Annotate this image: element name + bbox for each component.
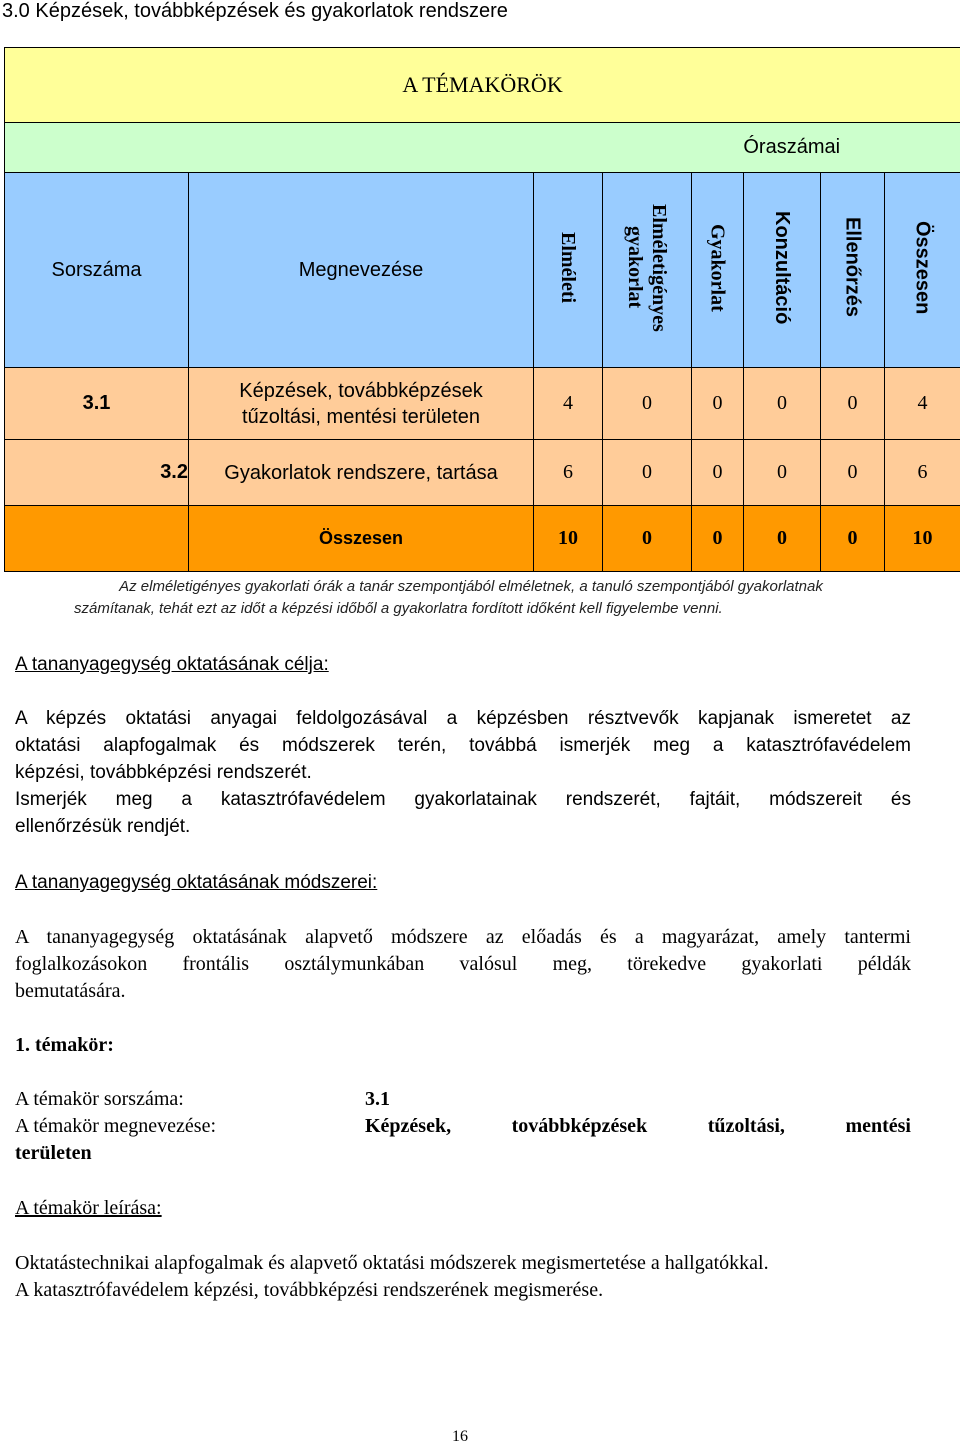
col-header-theory-practice xyxy=(603,173,692,368)
total-theory-practice: 0 xyxy=(603,506,692,572)
topic-number-value: 3.1 xyxy=(365,1086,390,1113)
table-title: A TÉMAKÖRÖK xyxy=(5,48,960,123)
goal-heading xyxy=(15,651,911,678)
row-name-line2: tűzoltási, mentési területen xyxy=(242,406,480,428)
col-header-check xyxy=(821,173,885,368)
methods-heading xyxy=(15,869,911,896)
topic-name-value-line2: területen xyxy=(15,1140,911,1167)
cell-check: 0 xyxy=(821,440,885,506)
goal-p1-line3: képzési, továbbképzési rendszerét. xyxy=(15,759,911,786)
col-header-number: Sorszáma xyxy=(5,173,189,368)
col-header-total-label: Összesen xyxy=(911,221,935,314)
cell-total: 6 xyxy=(885,440,960,506)
topic-desc-line2: A katasztrófavédelem képzési, továbbképzési rendszerének megismerése. xyxy=(15,1277,911,1304)
total-theory: 10 xyxy=(534,506,603,572)
total-practice: 0 xyxy=(692,506,744,572)
col-header-theory-practice-label xyxy=(623,204,671,332)
col-header-theory xyxy=(534,173,603,368)
methods-line3: bemutatására. xyxy=(15,978,911,1005)
cell-practice: 0 xyxy=(692,368,744,440)
total-check: 0 xyxy=(821,506,885,572)
goal-p2-line2: ellenőrzésük rendjét. xyxy=(15,813,911,840)
cell-theory-practice: 0 xyxy=(603,440,692,506)
topic-desc-line1: Oktatástechnikai alapfogalmak és alapvető oktatási módszerek megismertetése a hallgatókkal. xyxy=(15,1250,911,1277)
col-header-name: Megnevezése xyxy=(189,173,534,368)
row-number: 3.2 xyxy=(5,440,189,506)
cell-theory: 6 xyxy=(534,440,603,506)
methods-line1: A tananyagegység oktatásának alapvető módszere az előadás és a magyarázat, amely tantermi xyxy=(15,924,911,951)
row-number: 3.1 xyxy=(5,368,189,440)
goal-p1-line2: oktatási alapfogalmak és módszerek terén, továbbá ismerjék meg a katasztrófavédelem xyxy=(15,732,911,759)
total-spacer xyxy=(5,506,189,572)
col-header-consultation-label: Konzultáció xyxy=(770,211,794,324)
col-header-theory-practice-line1: Elméletigényes xyxy=(648,204,670,332)
cell-consultation: 0 xyxy=(744,368,821,440)
topic-number-label: A témakör sorszáma: xyxy=(15,1088,184,1110)
total-consultation: 0 xyxy=(744,506,821,572)
table-row xyxy=(5,368,960,440)
total-total: 10 xyxy=(885,506,960,572)
col-header-check-label: Ellenőrzés xyxy=(841,217,865,317)
goal-p1-line1: A képzés oktatási anyagai feldolgozásával a képzésben résztvevők kapjanak ismeretet az xyxy=(15,705,911,732)
hours-header: Óraszámai xyxy=(534,123,960,173)
topic-desc-heading-text: A témakör leírása: xyxy=(15,1197,162,1219)
col-header-theory-practice-line2: gyakorlat xyxy=(624,226,646,308)
total-label: Összesen xyxy=(189,506,534,572)
topics-table xyxy=(4,47,960,572)
methods-heading-text: A tananyagegység oktatásának módszerei: xyxy=(15,872,377,893)
table-row xyxy=(5,440,960,506)
goal-heading-text: A tananyagegység oktatásának célja: xyxy=(15,654,329,675)
col-header-practice-label: Gyakorlat xyxy=(706,224,730,312)
col-header-consultation xyxy=(744,173,821,368)
cell-total: 4 xyxy=(885,368,960,440)
methods-paragraph xyxy=(15,924,911,1005)
cell-check: 0 xyxy=(821,368,885,440)
note-line1: Az elméletigényes gyakorlati órák a tanár szempontjából elméletnek, a tanuló szempontjából gyakorlatnak xyxy=(16,576,926,598)
topic-desc-heading xyxy=(15,1195,911,1222)
row-name-line1: Képzések, továbbképzések xyxy=(239,380,483,402)
table-header-spacer xyxy=(5,123,534,173)
cell-practice: 0 xyxy=(692,440,744,506)
cell-consultation: 0 xyxy=(744,440,821,506)
topic-number-row xyxy=(15,1086,911,1113)
topic-description xyxy=(15,1250,911,1304)
row-name: Gyakorlatok rendszere, tartása xyxy=(189,440,534,506)
col-header-total xyxy=(885,173,960,368)
col-header-theory-label: Elméleti xyxy=(556,232,580,303)
goal-paragraph-1 xyxy=(15,705,911,840)
topic-name-row xyxy=(15,1113,911,1167)
note-line2: számítanak, tehát ezt az időt a képzési időből a gyakorlatra fordított időként kell figyelembe venni. xyxy=(16,598,926,620)
page-number: 16 xyxy=(452,1428,468,1446)
topic-heading: 1. témakör: xyxy=(15,1032,911,1059)
topic-name-value-line1: Képzések, továbbképzések tűzoltási, mentési xyxy=(365,1113,911,1140)
methods-line2: foglalkozásokon frontális osztálymunkában valósul meg, törekedve gyakorlati példák xyxy=(15,951,911,978)
col-header-practice xyxy=(692,173,744,368)
table-note xyxy=(16,576,926,620)
row-name xyxy=(189,368,534,440)
topic-name-label: A témakör megnevezése: xyxy=(15,1115,216,1137)
cell-theory-practice: 0 xyxy=(603,368,692,440)
goal-p2-line1: Ismerjék meg a katasztrófavédelem gyakorlatainak rendszerét, fajtáit, módszereit és xyxy=(15,786,911,813)
cell-theory: 4 xyxy=(534,368,603,440)
total-row xyxy=(5,506,960,572)
page-heading: 3.0 Képzések, továbbképzések és gyakorlatok rendszere xyxy=(2,0,508,23)
